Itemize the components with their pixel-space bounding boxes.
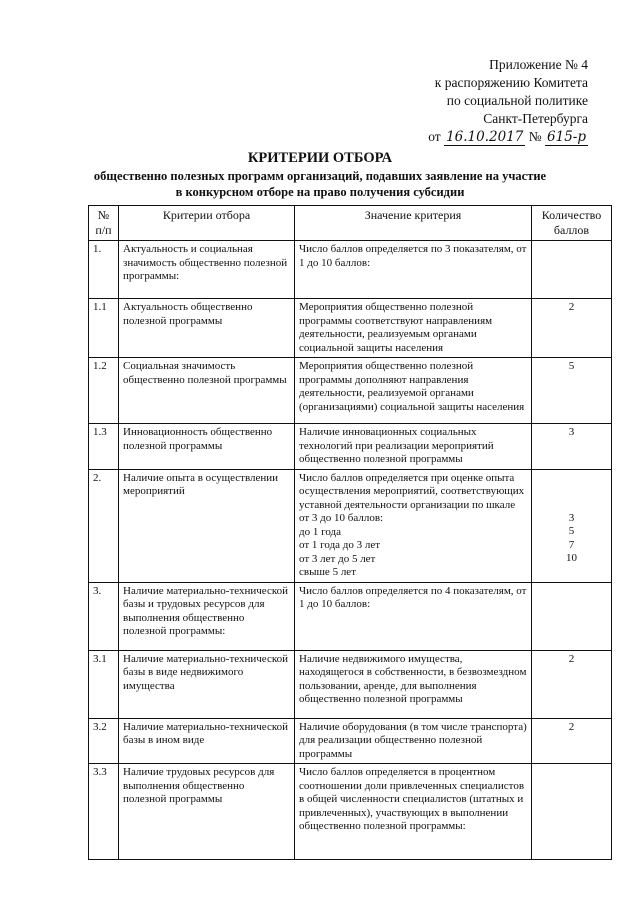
- row-num: 1.: [89, 241, 119, 299]
- points-value: 5: [568, 525, 575, 537]
- row-points: [532, 241, 612, 299]
- document-subtitle-line: общественно полезных программ организаций, подавших заявление на участие: [93, 169, 547, 183]
- row-criterion: Инновационность общественно полезной программы: [119, 424, 295, 470]
- table-row: [89, 582, 612, 650]
- table-row: [89, 650, 612, 718]
- appendix-date-line: [428, 128, 588, 146]
- row-criterion: Наличие материально-технической базы в ином виде: [119, 718, 295, 764]
- row-num: 3.2: [89, 718, 119, 764]
- row-criterion: Наличие материально-технической базы и трудовых ресурсов для выполнения общественно полезной программы:: [119, 582, 295, 650]
- document-heading: [0, 148, 640, 200]
- header-num: № п/п: [89, 206, 119, 241]
- row-points: 2: [532, 650, 612, 718]
- row-criterion: Наличие опыта в осуществлении мероприятий: [119, 469, 295, 582]
- row-num: 1.2: [89, 358, 119, 424]
- row-value: Наличие недвижимого имущества, находящегося в собственности, в безвозмездном пользовании, аренде, для выполнения общественно полезной программы: [295, 650, 532, 718]
- value-line: от 1 года до 3 лет: [299, 539, 381, 551]
- appendix-block: [428, 56, 588, 146]
- row-num: 3.3: [89, 764, 119, 860]
- number-prefix: №: [528, 129, 542, 144]
- row-points: 3: [532, 424, 612, 470]
- row-num: 3.: [89, 582, 119, 650]
- value-line: свыше 5 лет: [299, 566, 356, 578]
- row-criterion: Наличие трудовых ресурсов для выполнения общественно полезной программы: [119, 764, 295, 860]
- points-list: [536, 512, 607, 566]
- table-row: [89, 469, 612, 582]
- table-row: [89, 241, 612, 299]
- row-value: Мероприятия общественно полезной программы дополняют направления деятельности, реализуемой органами (организациями) социальной защиты населения: [295, 358, 532, 424]
- row-value: Наличие инновационных социальных технологий при реализации мероприятий общественно полезной программы: [295, 424, 532, 470]
- row-criterion: Актуальность и социальная значимость общественно полезной программы:: [119, 241, 295, 299]
- points-value: 10: [566, 552, 577, 564]
- row-points: 2: [532, 299, 612, 358]
- handwritten-date: 16.10.2017: [446, 129, 524, 145]
- appendix-line: Санкт-Петербурга: [483, 111, 588, 126]
- row-points: [532, 764, 612, 860]
- row-value: Число баллов определяется по 3 показателям, от 1 до 10 баллов:: [295, 241, 532, 299]
- table-row: [89, 424, 612, 470]
- handwritten-number: 615-р: [547, 129, 586, 145]
- row-criterion: Социальная значимость общественно полезной программы: [119, 358, 295, 424]
- table-row: [89, 358, 612, 424]
- date-prefix: от: [428, 129, 441, 144]
- document-subtitle-line: в конкурсном отборе на право получения субсидии: [175, 185, 465, 199]
- value-line: от 3 лет до 5 лет: [299, 552, 376, 565]
- row-num: 3.1: [89, 650, 119, 718]
- row-num: 1.1: [89, 299, 119, 358]
- table-row: [89, 299, 612, 358]
- table-row: [89, 764, 612, 860]
- row-value: Наличие оборудования (в том числе транспорта) для реализации общественно полезной программы: [295, 718, 532, 764]
- row-num: 1.3: [89, 424, 119, 470]
- row-points: 2: [532, 718, 612, 764]
- header-points: Количество баллов: [532, 206, 612, 241]
- points-value: 3: [568, 511, 575, 524]
- row-points: 5: [532, 358, 612, 424]
- appendix-line: к распоряжению Комитета: [434, 75, 588, 90]
- row-criterion: Наличие материально-технической базы в виде недвижимого имущества: [119, 650, 295, 718]
- points-value: 7: [568, 538, 575, 551]
- header-criterion: Критерии отбора: [119, 206, 295, 241]
- criteria-table: [88, 205, 612, 860]
- row-value: Число баллов определяется по 4 показателям, от 1 до 10 баллов:: [295, 582, 532, 650]
- value-line: до 1 года: [299, 525, 341, 538]
- row-criterion: Актуальность общественно полезной программы: [119, 299, 295, 358]
- document-title: КРИТЕРИИ ОТБОРА: [247, 150, 393, 166]
- appendix-line: Приложение № 4: [489, 57, 588, 72]
- row-value: Число баллов определяется в процентном соотношении доли привлеченных специалистов в общей численности специалистов (штатных и привлеченных), участвующих в выполнении общественно полезной программы:: [295, 764, 532, 860]
- appendix-line: по социальной политике: [446, 93, 588, 108]
- table-header-row: [89, 206, 612, 241]
- row-points: [532, 469, 612, 582]
- table-row: [89, 718, 612, 764]
- row-value: [295, 469, 532, 582]
- value-line: Число баллов определяется при оценке опыта осуществления мероприятий, соответствующих уставной деятельности организации по шкале от 3 до 10 баллов:: [299, 471, 525, 524]
- row-points: [532, 582, 612, 650]
- row-num: 2.: [89, 469, 119, 582]
- row-value: Мероприятия общественно полезной программы соответствуют направлениям деятельности, реализуемым органами социальной защиты населения: [295, 299, 532, 358]
- header-value: Значение критерия: [295, 206, 532, 241]
